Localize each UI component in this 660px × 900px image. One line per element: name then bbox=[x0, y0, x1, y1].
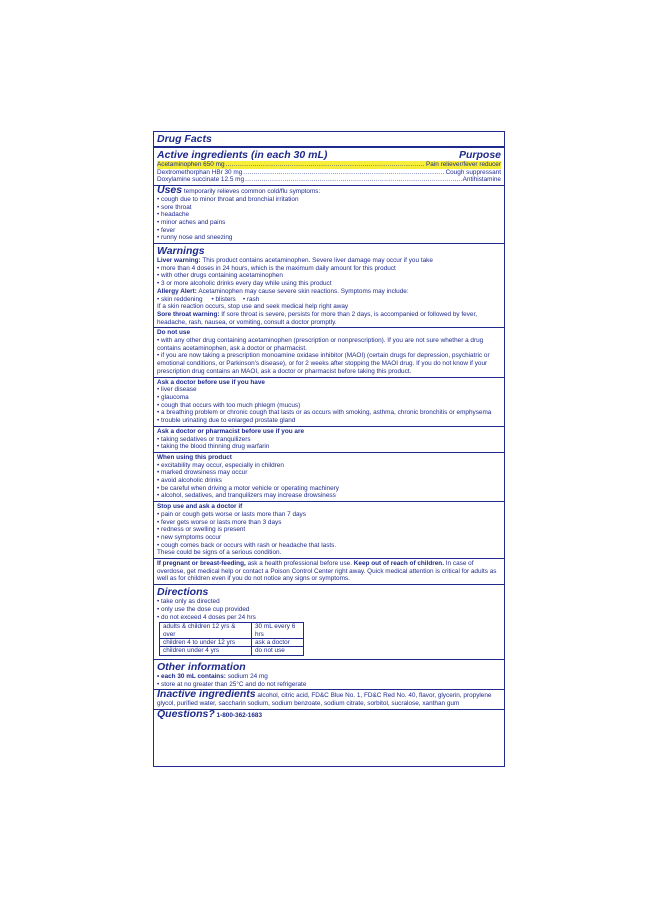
ingredient-row: Dextromethorphan HBr 30 mg ..... Cough suppressant bbox=[157, 169, 501, 177]
list-item: • redness or swelling is present bbox=[157, 526, 501, 534]
list-item: • trouble urinating due to enlarged prostate gland bbox=[157, 417, 501, 425]
inactive-ingredients-section: Inactive ingredients alcohol, citric acid, FD&C Blue No. 1, FD&C Red No. 40, flavor, glycerin, propylene glycol, purified water, saccharin sodium, sodium benzoate, sodium citrate, sorbitol, sucralose, xanthan gum bbox=[154, 690, 504, 709]
stop-use-heading: Stop use and ask a doctor if bbox=[157, 503, 243, 511]
list-item: • pain or cough gets worse or lasts more than 7 days bbox=[157, 511, 501, 519]
ask-doctor-heading: Ask a doctor before use if you have bbox=[157, 378, 265, 386]
sodium-label: • each 30 mL contains: bbox=[157, 673, 226, 680]
list-item: • 3 or more alcoholic drinks every day while using this product bbox=[157, 280, 501, 288]
list-item: • minor aches and pains bbox=[157, 219, 501, 227]
questions-heading: Questions? bbox=[157, 707, 215, 720]
keep-out-label: Keep out of reach of children. bbox=[353, 560, 444, 568]
when-using-section bbox=[154, 453, 504, 502]
ingredient-row: Doxylamine succinate 12.5 mg ..... Antihistamine bbox=[157, 176, 501, 184]
list-item: • glaucoma bbox=[157, 394, 501, 402]
stop-use-section bbox=[154, 502, 504, 559]
uses-section bbox=[154, 186, 504, 244]
uses-heading: Uses bbox=[157, 184, 183, 197]
title-section bbox=[154, 132, 504, 148]
list-item: • cough that occurs with too much phlegm (mucus) bbox=[157, 402, 501, 410]
warnings-section: Warnings Liver warning: This product contains acetaminophen. Severe liver damage may occur if you take • more than 4 doses in 24 hours, which is the maximum daily amount for this product • with other drugs containing acetaminophen • 3 or more alcoholic drinks every day while using this product Allergy Alert: Acetaminophen may cause severe skin reactions. Symptoms may include: • skin reddening • blisters • rash If a skin reaction occurs, stop use and seek medical help right away Sore throat warning: If sore throat is severe, persists for more than 2 days, is accompanied or followed by fever, headache, rash, nausea, or vomiting, consult a doctor promptly. bbox=[154, 244, 504, 328]
list-item: • if you are now taking a prescription monoamine oxidase inhibitor (MAOI) (certain drugs for depression, psychiatric or emotional conditions, or Parkinson's disease), or for 2 weeks after stopping the MAOI drug. If you do not know if your prescription drug contains an MAOI, ask a doctor or pharmacist before taking this product. bbox=[157, 352, 501, 375]
list-item: • a breathing problem or chronic cough that lasts or as occurs with smoking, asthma, chronic bronchitis or emphysema bbox=[157, 409, 501, 417]
liver-warning-label: Liver warning: bbox=[157, 257, 201, 265]
list-item: • cough comes back or occurs with rash or headache that lasts. bbox=[157, 542, 501, 550]
list-item: • liver disease bbox=[157, 386, 501, 394]
inactive-ingredients-heading: Inactive ingredients bbox=[157, 688, 256, 701]
list-item: • headache bbox=[157, 211, 501, 219]
list-item: • runny nose and sneezing bbox=[157, 234, 501, 242]
active-ingredients-section bbox=[154, 148, 504, 186]
list-item: • new symptoms occur bbox=[157, 534, 501, 542]
when-using-heading: When using this product bbox=[157, 453, 232, 461]
purpose-heading: Purpose bbox=[458, 149, 501, 161]
directions-heading: Directions bbox=[157, 586, 209, 599]
other-information-section: Other information • each 30 mL contains: sodium 24 mg • store at no greater than 25°C and do not refrigerate bbox=[154, 660, 504, 690]
drug-facts-title: Drug Facts bbox=[157, 133, 212, 145]
list-item: • taking the blood thinning drug warfarin bbox=[157, 443, 501, 451]
other-information-heading: Other information bbox=[157, 660, 246, 673]
sore-throat-label: Sore throat warning: bbox=[157, 310, 220, 318]
uses-intro: temporarily relieves common cold/flu symptoms: bbox=[183, 188, 321, 196]
table-row: children under 4 yrs do not use bbox=[160, 647, 304, 655]
table-row: children 4 to under 12 yrs ask a doctor bbox=[160, 639, 304, 647]
list-item: • take only as directed bbox=[157, 598, 501, 606]
list-item: • blisters bbox=[211, 296, 235, 303]
pregnant-section: If pregnant or breast-feeding, ask a health professional before use. Keep out of reach of children. In case of overdose, get medical help or contact a Poison Control Center right away. Quick medical attention is critical for adults as well as for children even if you do not notice any signs or symptoms. bbox=[154, 559, 504, 585]
list-item: • more than 4 doses in 24 hours, which is the maximum daily amount for this product bbox=[157, 265, 501, 273]
directions-section bbox=[154, 585, 504, 660]
list-item: • store at no greater than 25°C and do not refrigerate bbox=[157, 681, 501, 689]
list-item: • excitability may occur, especially in children bbox=[157, 462, 501, 470]
list-item: • sore throat bbox=[157, 204, 501, 212]
ask-doctor-section bbox=[154, 378, 504, 427]
dosage-table bbox=[159, 622, 304, 656]
list-item: • only use the dose cup provided bbox=[157, 606, 501, 614]
pregnant-label: If pregnant or breast-feeding, bbox=[157, 560, 246, 568]
stop-use-note: These could be signs of a serious condition. bbox=[157, 549, 282, 557]
list-item: • with any other drug containing acetaminophen (prescription or nonprescription). If you are not sure whether a drug contains acetaminophen, ask a doctor or pharmacist. bbox=[157, 337, 501, 352]
ask-pharmacist-section bbox=[154, 427, 504, 453]
ask-pharmacist-heading: Ask a doctor or pharmacist before use if you are bbox=[157, 427, 305, 435]
ingredient-row: Acetaminophen 650 mg ..... Pain reliever/fever reducer bbox=[157, 161, 501, 169]
list-item: • avoid alcoholic drinks bbox=[157, 477, 501, 485]
warnings-heading: Warnings bbox=[157, 245, 205, 258]
allergy-alert-label: Allergy Alert: bbox=[157, 287, 197, 295]
list-item: • marked drowsiness may occur bbox=[157, 469, 501, 477]
list-item: • do not exceed 4 doses per 24 hrs bbox=[157, 614, 501, 622]
drug-facts-panel bbox=[153, 131, 505, 767]
list-item: • cough due to minor throat and bronchial irritation bbox=[157, 196, 501, 204]
phone-number: 1-800-362-1683 bbox=[216, 711, 263, 719]
list-item: • taking sedatives or tranquilizers bbox=[157, 436, 501, 444]
list-item: • fever bbox=[157, 227, 501, 235]
active-ingredients-heading: Active ingredients (in each 30 mL) bbox=[157, 149, 328, 161]
list-item: • fever gets worse or lasts more than 3 days bbox=[157, 519, 501, 527]
list-item: • be careful when driving a motor vehicle or operating machinery bbox=[157, 485, 501, 493]
skin-reaction-text: If a skin reaction occurs, stop use and seek medical help right away bbox=[157, 303, 349, 311]
list-item: • skin reddening bbox=[157, 296, 203, 303]
list-item: • with other drugs containing acetaminophen bbox=[157, 272, 501, 280]
list-item: • alcohol, sedatives, and tranquilizers may increase drowsiness bbox=[157, 492, 501, 500]
table-row: adults & children 12 yrs & over 30 mL every 6 hrs bbox=[160, 623, 304, 639]
do-not-use-heading: Do not use bbox=[157, 329, 191, 337]
list-item: • rash bbox=[243, 296, 259, 303]
questions-section bbox=[154, 707, 504, 721]
do-not-use-section bbox=[154, 328, 504, 377]
